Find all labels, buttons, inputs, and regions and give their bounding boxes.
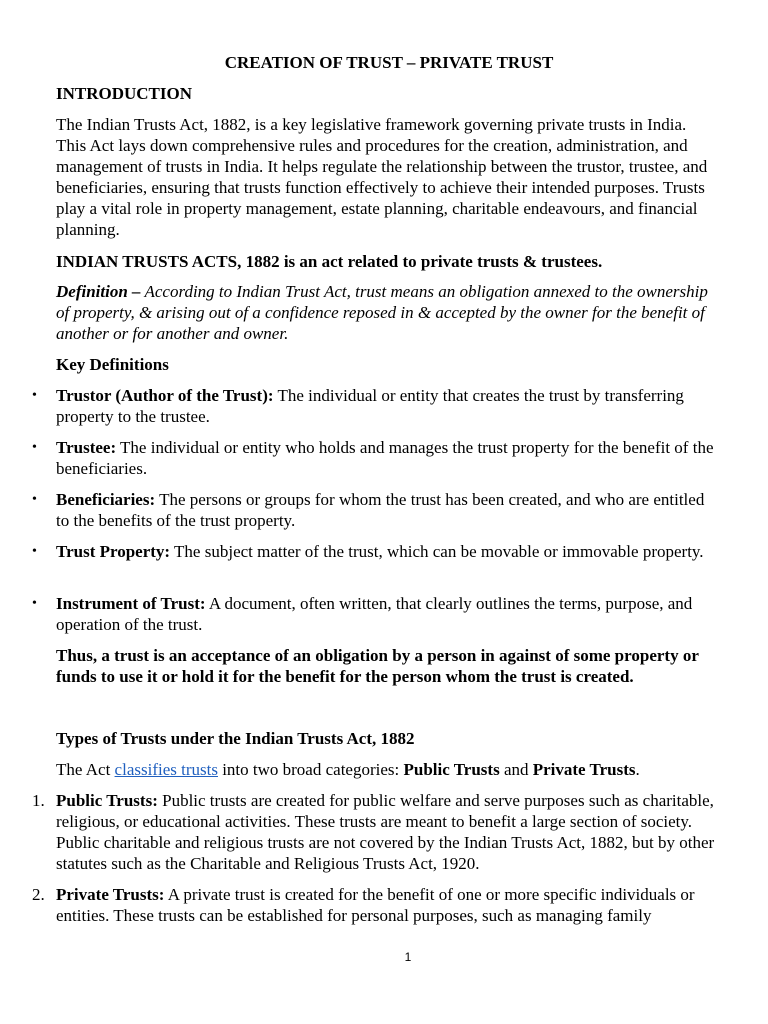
list-item <box>32 437 720 479</box>
definition-term: Trust Property: <box>56 542 171 561</box>
definition-description: The persons or groups for whom the trust has been created, and who are entitled to the benefits of the trust property. <box>56 490 705 530</box>
definition-paragraph <box>56 281 720 344</box>
classifies-trusts-link[interactable]: classifies trusts <box>114 760 218 779</box>
bullet-icon: • <box>32 596 37 611</box>
definition-description: The individual or entity that creates the trust by transferring property to the trustee. <box>56 386 684 426</box>
list-item <box>32 593 720 635</box>
act-statement: INDIAN TRUSTS ACTS, 1882 is an act related to private trusts & trustees. <box>56 252 603 271</box>
type-description: A private trust is created for the benefit of one or more specific individuals or entities. These trusts can be established for personal purposes, such as managing family <box>56 885 695 925</box>
conclusion-paragraph: Thus, a trust is an acceptance of an obligation by a person in against of some property or funds to use it or hold it for the benefit for the person whom the trust is created. <box>56 646 699 686</box>
types-heading: Types of Trusts under the Indian Trusts Act, 1882 <box>56 729 415 748</box>
definition-term: Trustor (Author of the Trust): <box>56 386 274 405</box>
bullet-icon: • <box>32 492 37 507</box>
list-item <box>32 790 720 874</box>
list-item <box>32 541 720 562</box>
definition-description: The subject matter of the trust, which can be movable or immovable property. <box>170 542 704 561</box>
definition-text: According to Indian Trust Act, trust means an obligation annexed to the ownership of property, & arising out of a confidence reposed in & accepted by the owner for the benefit of another or for another and owner. <box>56 282 708 343</box>
type-description: Public trusts are created for public welfare and serve purposes such as charitable, religious, or educational activities. These trusts are meant to benefit a large section of society. Public charitable and religious trusts are not covered by the Indian Trusts Act, 1882, but by other statutes such as the Charitable and Religious Trusts Act, 1920. <box>56 791 715 873</box>
list-item <box>32 884 720 926</box>
definition-term: Beneficiaries: <box>56 490 156 509</box>
definition-description: The individual or entity who holds and manages the trust property for the benefit of the beneficiaries. <box>56 438 714 478</box>
definition-description: A document, often written, that clearly outlines the terms, purpose, and operation of the trust. <box>56 594 693 634</box>
bullet-icon: • <box>32 388 37 403</box>
types-intro-middle: into two broad categories: <box>217 760 404 779</box>
list-item <box>32 385 720 427</box>
list-number: 1. <box>32 791 45 810</box>
key-definitions-heading: Key Definitions <box>56 355 169 374</box>
definition-term: Trustee: <box>56 438 117 457</box>
types-intro-end: . <box>635 760 640 779</box>
types-intro-and: and <box>499 760 533 779</box>
list-number: 2. <box>32 885 45 904</box>
definition-label: Definition – <box>56 282 141 301</box>
types-intro <box>56 759 720 780</box>
page-number: 1 <box>404 950 412 964</box>
definition-term: Instrument of Trust: <box>56 594 206 613</box>
bullet-icon: • <box>32 440 37 455</box>
type-term: Public Trusts: <box>56 791 158 810</box>
document-title: CREATION OF TRUST – PRIVATE TRUST <box>224 53 554 72</box>
private-trusts-term: Private Trusts <box>532 760 636 779</box>
intro-paragraph: The Indian Trusts Act, 1882, is a key legislative framework governing private trusts in India. This Act lays down comprehensive rules and procedures for the creation, administration, and management of trusts in India. It helps regulate the relationship between the trustor, trustee, and beneficiaries, ensuring that trusts function effectively to achieve their intended purposes. Trusts play a vital role in property management, estate planning, charitable endeavours, and financial planning. <box>56 115 708 239</box>
list-item <box>32 489 720 531</box>
public-trusts-term: Public Trusts <box>403 760 500 779</box>
bullet-icon: • <box>32 544 37 559</box>
type-term: Private Trusts: <box>56 885 165 904</box>
intro-heading: INTRODUCTION <box>56 84 193 103</box>
types-intro-prefix: The Act <box>56 760 115 779</box>
